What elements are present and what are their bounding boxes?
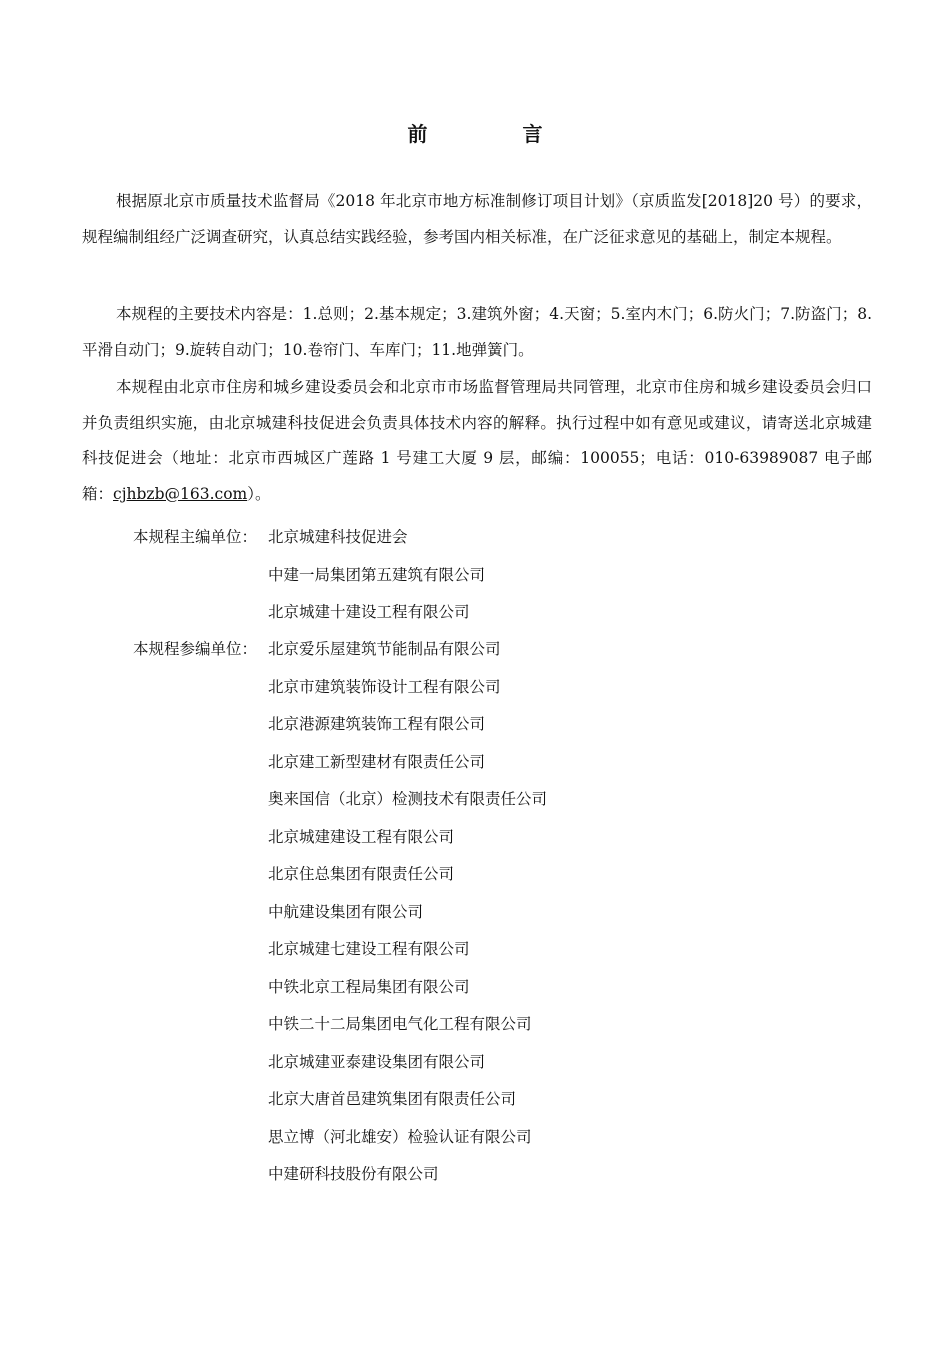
unit-name: 北京大唐首邑建筑集团有限责任公司 bbox=[268, 1090, 517, 1108]
unit-label bbox=[133, 969, 268, 1007]
unit-label bbox=[133, 1081, 268, 1119]
unit-row bbox=[133, 744, 547, 782]
unit-row bbox=[133, 931, 547, 969]
unit-name: 北京爱乐屋建筑节能制品有限公司 bbox=[268, 640, 501, 658]
paragraph-main-content: 本规程的主要技术内容是：1.总则；2.基本规定；3.建筑外窗；4.天窗；5.室内木门；6.防火门；7.防盗门；8.平滑自动门；9.旋转自动门；10.卷帘门、车库门；11.地弹簧门。 bbox=[82, 305, 872, 359]
unit-label: 本规程主编单位： bbox=[133, 528, 258, 546]
unit-name: 中铁二十二局集团电气化工程有限公司 bbox=[268, 1015, 532, 1033]
unit-row bbox=[133, 856, 547, 894]
unit-label bbox=[133, 781, 268, 819]
unit-name: 北京住总集团有限责任公司 bbox=[268, 865, 455, 883]
unit-row bbox=[133, 594, 485, 632]
unit-row bbox=[133, 1119, 547, 1157]
unit-label bbox=[133, 1006, 268, 1044]
unit-label bbox=[133, 1119, 268, 1157]
unit-name: 北京城建建设工程有限公司 bbox=[268, 827, 455, 846]
unit-name: 中铁北京工程局集团有限公司 bbox=[268, 977, 470, 996]
unit-name: 北京港源建筑装饰工程有限公司 bbox=[268, 715, 486, 733]
management-tail: ）。 bbox=[247, 484, 271, 503]
unit-name: 北京城建亚泰建设集团有限公司 bbox=[268, 1052, 486, 1071]
unit-label bbox=[133, 1156, 268, 1194]
unit-label bbox=[133, 706, 268, 744]
unit-label bbox=[133, 669, 268, 707]
unit-row bbox=[133, 669, 547, 707]
chief-editor-units bbox=[133, 519, 485, 632]
email-link[interactable]: cjhbzb@163.com bbox=[113, 484, 248, 503]
unit-name: 中建研科技股份有限公司 bbox=[268, 1165, 439, 1183]
unit-label bbox=[133, 1044, 268, 1082]
unit-name: 思立博（河北雄安）检验认证有限公司 bbox=[268, 1127, 532, 1146]
unit-name: 北京市建筑装饰设计工程有限公司 bbox=[268, 677, 501, 696]
unit-name: 北京建工新型建材有限责任公司 bbox=[268, 752, 486, 771]
unit-row bbox=[133, 1044, 547, 1082]
management-text: 本规程由北京市住房和城乡建设委员会和北京市市场监督管理局共同管理，北京市住房和城乡建设委员会归口并负责组织实施，由北京城建科技促进会负责具体技术内容的解释。执行过程中如有意见或建议，请寄送北京城建科技促进会（地址：北京市西城区广莲路 1 号建工大厦 9 层，邮编：100055；电话：010-63989087 电子邮箱： bbox=[82, 378, 872, 503]
page-title: 前 言 bbox=[407, 122, 587, 146]
participating-units bbox=[133, 631, 547, 1194]
unit-name: 北京城建十建设工程有限公司 bbox=[268, 603, 470, 621]
unit-name: 中建一局集团第五建筑有限公司 bbox=[268, 565, 486, 584]
unit-row bbox=[133, 894, 547, 932]
unit-name: 北京城建科技促进会 bbox=[268, 528, 408, 546]
unit-label bbox=[133, 819, 268, 857]
unit-row bbox=[133, 1081, 547, 1119]
unit-row bbox=[133, 631, 547, 669]
unit-row bbox=[133, 1156, 547, 1194]
unit-row bbox=[133, 781, 547, 819]
unit-row bbox=[133, 706, 547, 744]
unit-label: 本规程参编单位： bbox=[133, 640, 258, 658]
paragraph-management bbox=[82, 370, 872, 512]
unit-name: 中航建设集团有限公司 bbox=[268, 902, 424, 921]
unit-label bbox=[133, 594, 268, 632]
unit-name: 北京城建七建设工程有限公司 bbox=[268, 940, 470, 958]
unit-row bbox=[133, 557, 485, 595]
unit-label bbox=[133, 931, 268, 969]
unit-row bbox=[133, 969, 547, 1007]
unit-label bbox=[133, 744, 268, 782]
unit-name: 奥来国信（北京）检测技术有限责任公司 bbox=[268, 790, 548, 808]
unit-label bbox=[133, 894, 268, 932]
unit-row bbox=[133, 519, 485, 557]
unit-label bbox=[133, 856, 268, 894]
paragraph-basis: 根据原北京市质量技术监督局《2018 年北京市地方标准制修订项目计划》（京质监发[2018]20 号）的要求，规程编制组经广泛调查研究，认真总结实践经验，参考国内相关标准，在广泛征求意见的基础上，制定本规程。 bbox=[82, 192, 872, 246]
unit-row bbox=[133, 819, 547, 857]
unit-row bbox=[133, 1006, 547, 1044]
unit-label bbox=[133, 557, 268, 595]
